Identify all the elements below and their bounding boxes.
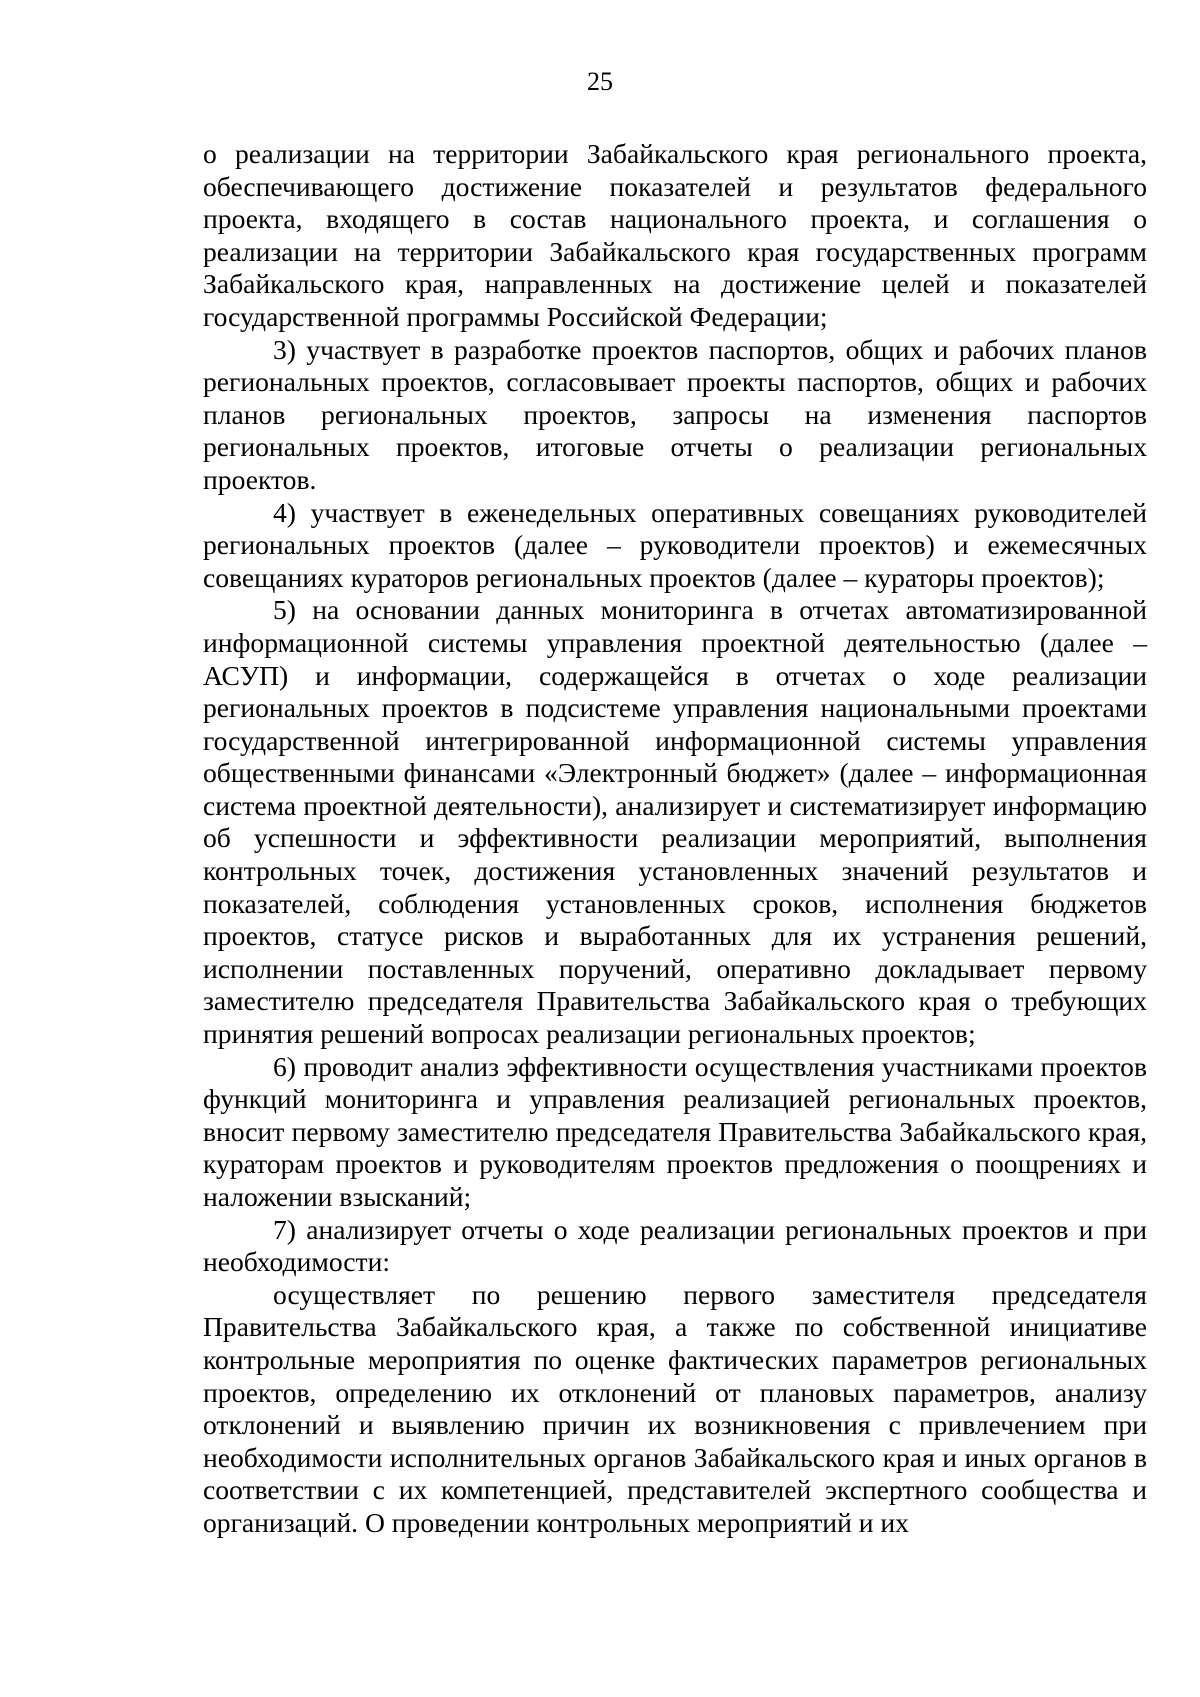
paragraph-item-3: 3) участвует в разработке проектов паспортов, общих и рабочих планов региональных проектов, согласовывает проекты паспортов, общих и рабочих планов региональных проектов, запросы на изменения паспортов региональных проектов, итоговые отчеты о реализации региональных проектов. (203, 333, 1147, 495)
paragraph-item-7-subclause: осуществляет по решению первого заместителя председателя Правительства Забайкальского края, а также по собственной инициативе контрольные мероприятия по оценке фактических параметров региональных проектов, определению их отклонений от плановых параметров, анализу отклонений и выявлению причин их возникновения с привлечением при необходимости исполнительных органов Забайкальского края и иных органов в соответствии с их компетенцией, представителей экспертного сообщества и организаций. О проведении контрольных мероприятий и их (203, 1278, 1147, 1538)
document-body (203, 138, 1147, 1540)
page-number: 25 (587, 67, 613, 96)
paragraph-continuation: о реализации на территории Забайкальского края регионального проекта, обеспечивающего достижение показателей и результатов федерального проекта, входящего в состав национального проекта, и соглашения о реализации на территории Забайкальского края государственных программ Забайкальского края, направленных на достижение целей и показателей государственной программы Российской Федерации; (203, 138, 1147, 332)
paragraph-item-7: 7) анализирует отчеты о ходе реализации региональных проектов и при необходимости: (203, 1213, 1147, 1278)
paragraph-item-4: 4) участвует в еженедельных оперативных совещаниях руководителей региональных проектов (далее – руководители проектов) и ежемесячных совещаниях кураторов региональных проектов (далее – кураторы проектов); (203, 496, 1147, 593)
paragraph-item-5: 5) на основании данных мониторинга в отчетах автоматизированной информационной системы управления проектной деятельностью (далее – АСУП) и информации, содержащейся в отчетах о ходе реализации региональных проектов в подсистеме управления национальными проектами государственной интегрированной информационной системы управления общественными финансами «Электронный бюджет» (далее – информационная система проектной деятельности), анализирует и систематизирует информацию об успешности и эффективности реализации мероприятий, выполнения контрольных точек, достижения установленных значений результатов и показателей, соблюдения установленных сроков, исполнения бюджетов проектов, статусе рисков и выработанных для их устранения решений, исполнении поставленных поручений, оперативно докладывает первому заместителю председателя Правительства Забайкальского края о требующих принятия решений вопросах реализации региональных проектов; (203, 594, 1147, 1050)
paragraph-item-6: 6) проводит анализ эффективности осуществления участниками проектов функций мониторинга и управления реализацией региональных проектов, вносит первому заместителю председателя Правительства Забайкальского края, кураторам проектов и руководителям проектов предложения о поощрениях и наложении взысканий; (203, 1050, 1147, 1212)
